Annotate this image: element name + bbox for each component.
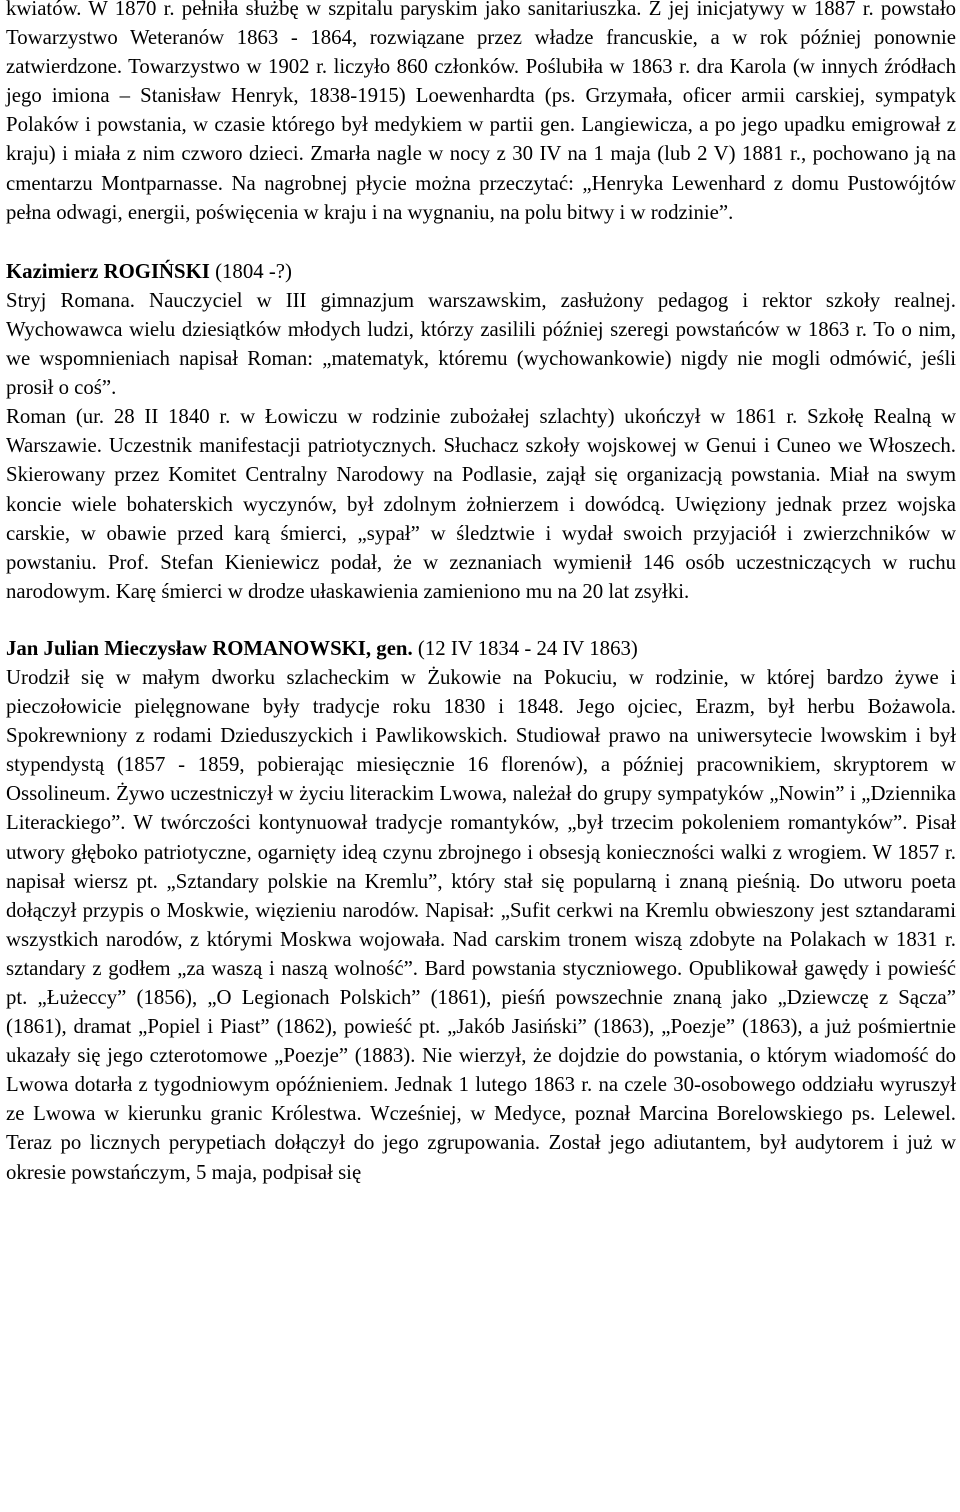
paragraph-spacer [6,606,956,634]
paragraph-pustowojtowna-end: kwiatów. W 1870 r. pełniła służbę w szpitalu paryskim jako sanitariuszka. Z jej inicjatywy w 1887 r. powstało Towarzystwo Weteranów 1863 - 1864, rozwiązane przez władze francuskie, a w rok później ponownie zatwierdzone. Towarzystwo w 1902 r. liczyło 860 członków. Poślubiła w 1863 r. dra Karola (w innych źródłach jego imiona – Stanisław Henryk, 1838-1915) Loewenhardta (ps. Grzymała, oficer armii carskiej, sympatyk Polaków i powstania, w czasie którego był medykiem w partii gen. Langiewicza, a po jego upadku emigrował z kraju) i miała z nim czworo dzieci. Zmarła nagle w nocy z 30 IV na 1 maja (lub 2 V) 1881 r., pochowano ją na cmentarzu Montparnasse. Na nagrobnej płycie można przeczytać: „Henryka Lewenhard z domu Pustowójtów pełna odwagi, energii, poświęcenia w kraju i na wygnaniu, na polu bitwy i w rodzinie”. [6,0,956,224]
entry-text-roginski-roman: Roman (ur. 28 II 1840 r. w Łowiczu w rodzinie zubożałej szlachty) ukończył w 1861 r. Szkołę Realną w Warszawie. Uczestnik manifestacji patriotycznych. Słuchacz szkoły wojskowej w Genui i Cuneo we Włoszech. Skierowany przez Komitet Centralny Narodowy na Podlasie, zajął się organizacją powstania. Miał na swym koncie wiele bohaterskich wyczynów, był zdolnym żołnierzem i dowódcą. Uwięziony jednak przez wojska carskie, w obawie przed karą śmierci, „sypał” w śledztwie i wydał swoich przyjaciół i zwierzchników w powstaniu. Prof. Stefan Kieniewicz podał, że w zeznaniach wymienił 146 osób uczestniczących w ruchu narodowym. Karę śmierci w drodze ułaskawienia zamieniono mu na 20 lat zsyłki. [6,405,956,603]
entry-text-romanowski: Urodził się w małym dworku szlacheckim w Żukowie na Pokuciu, w rodzinie, w której bardzo żywe i pieczołowicie pielęgnowane były tradycje roku 1830 i 1848. Jego ojciec, Erazm, był herbu Bożawola. Spokrewniony z rodami Dzieduszyckich i Pawlikowskich. Studiował prawo na uniwersytecie lwowskim i był stypendystą (1857 - 1859, pobierając miesięcznie 16 florenów), a później pracownikiem, skryptorem w Ossolineum. Żywo uczestniczył w życiu literackim Lwowa, należał do grupy sympatyków „Nowin” i „Dziennika Literackiego”. W twórczości kontynuował tradycje romantyków, „był trzecim pokoleniem romantyków”. Pisał utwory głęboko patriotyczne, ogarnięty ideą czynu zbrojnego i obsesją konieczności walki z wrogiem. W 1857 r. napisał wiersz pt. „Sztandary polskie na Kremlu”, który stał się popularną i znaną pieśnią. Do utworu poeta dołączył przypis o Moskwie, więzieniu narodów. Napisał: „Sufit cerkwi na Kremlu obwieszony jest sztandarami wszystkich narodów, z którymi Moskwa wojowała. Nad carskim tronem wiszą zdobyte na Polakach w 1831 r. sztandary z godłem „za waszą i naszą wolność”. Bard powstania styczniowego. Opublikował gawędy i powieść pt. „Łużeccy” (1856), „O Legionach Polskich” (1861), pieśń powszechnie znaną jako „Dziewczę z Sącza” (1861), dramat „Popiel i Piast” (1862), powieść pt. „Jakób Jasiński” (1863), „Poezje” (1863), a już pośmiertnie ukazały się jego czterotomowe „Poezje” (1883). Nie wierzył, że dojdzie do powstania, o którym wiadomość do Lwowa dotarła z tygodniowym opóźnieniem. Jednak 1 lutego 1863 r. na czele 30-osobowego oddziału wyruszył ze Lwowa w kierunku granic Królestwa. Wcześniej, w Medyce, poznał Marcina Borelowskiego ps. Lelewel. Teraz po licznych perypetiach dołączył do jego zgrupowania. Został jego adiutantem, był audytorem i już w okresie powstańczym, 5 maja, podpisał się [6,665,956,1184]
entry-heading-roginski [6,257,956,286]
entry-dates-roginski: (1804 -?) [209,259,292,283]
entry-heading-romanowski [6,634,956,663]
entry-text-roginski-kazimierz: Stryj Romana. Nauczyciel w III gimnazjum warszawskim, zasłużony pedagog i rektor szkoły realnej. Wychowawca wielu dziesiątków młodych ludzi, którzy zasilili później szeregi powstańców w 1863 r. To o nim, we wspomnieniach napisał Roman: „matematyk, któremu (wychowankowie) nigdy nie mogli odmówić, jeśli prosił o coś”. [6,288,956,400]
entry-dates-romanowski: (12 IV 1834 - 24 IV 1863) [412,636,638,660]
entry-name-roginski: Kazimierz ROGIŃSKI [6,259,210,283]
paragraph-spacer [6,227,956,257]
entry-name-romanowski: Jan Julian Mieczysław ROMANOWSKI, gen. [6,636,413,660]
